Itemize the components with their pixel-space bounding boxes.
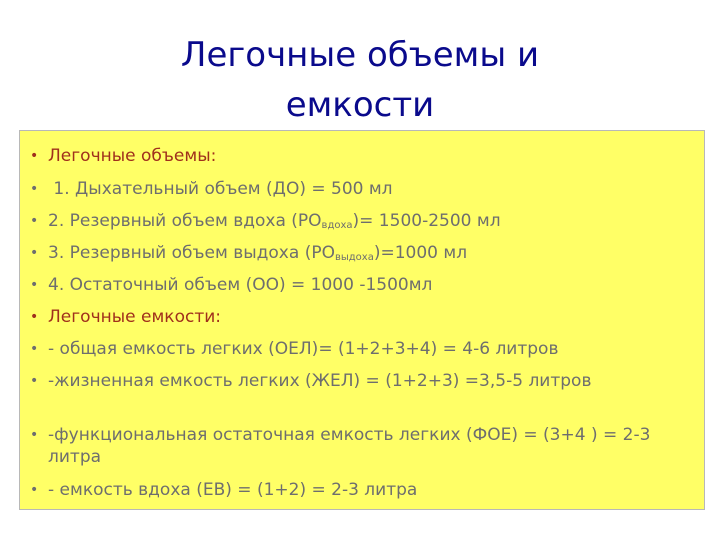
list-item [30, 306, 698, 328]
list-item [30, 242, 698, 269]
bullet-text: Легочные объемы: [48, 146, 217, 166]
bullet-text: 2. Резервный объем вдоха $(РО_{вдоха})= 1500-2500$ мл [48, 211, 501, 231]
list-item [30, 210, 698, 237]
bullet-marker: • [30, 482, 39, 498]
list-item [30, 479, 698, 501]
bullet-marker: • [30, 373, 39, 389]
bullet-text: 1. Дыхательный объем (ДО) = 500 мл [48, 179, 393, 199]
slide-title [40, 30, 680, 130]
bullet-text: -функциональная остаточная емкость легких (ФОЕ) = (3+4 ) = 2-3 литра [48, 425, 651, 467]
list-item [30, 338, 698, 360]
list-item [30, 370, 678, 392]
bullet-marker: • [30, 341, 39, 357]
bullet-text: -жизненная емкость легких (ЖЕЛ) = (1+2+3) =3,5-5 литров [48, 371, 592, 391]
bullet-marker: • [30, 309, 39, 325]
list-item [30, 178, 698, 200]
bullet-marker: • [30, 213, 39, 229]
bullet-marker: • [30, 427, 39, 443]
bullet-text: 3. Резервный объем выдоха $(РО_{выдоха})=1000$ мл [48, 243, 468, 263]
bullet-text: Легочные емкости: [48, 307, 221, 327]
bullet-text: 4. Остаточный объем (ОО) = 1000 -1500мл [48, 275, 433, 295]
bullet-marker: • [30, 148, 39, 164]
bullet-marker: • [30, 181, 39, 197]
list-item [30, 145, 698, 167]
bullet-marker: • [30, 277, 39, 293]
title-line-1: Легочные объемы и [180, 35, 540, 75]
bullet-text: - общая емкость легких (ОЕЛ)= (1+2+3+4) = 4-6 литров [48, 339, 559, 359]
title-line-2: емкости [285, 85, 435, 125]
subscript: выдоха [334, 252, 374, 263]
list-item [30, 424, 678, 468]
list-item [30, 274, 698, 296]
content-box [19, 130, 705, 510]
bullet-text: - емкость вдоха (ЕВ) = (1+2) = 2-3 литра [48, 480, 418, 500]
bullet-marker: • [30, 245, 39, 261]
subscript: вдоха [321, 220, 353, 231]
